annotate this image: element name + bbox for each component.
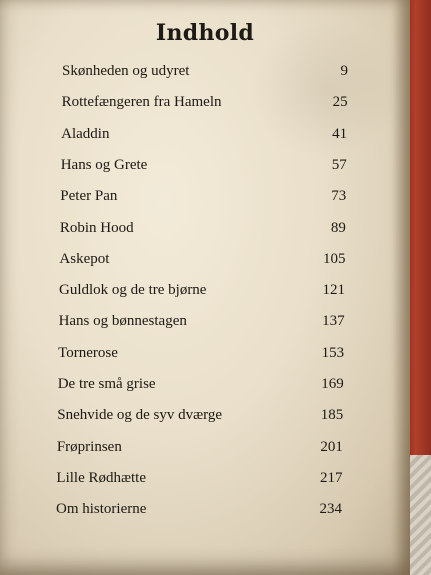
toc-entry-title: Guldlok og de tre bjørne [59, 282, 207, 299]
toc-entry-title: Askepot [59, 250, 110, 267]
toc-entry [0, 407, 410, 429]
toc-entry-page-number: 234 [319, 501, 342, 518]
toc-entry [0, 94, 410, 116]
toc-entry-title: Aladdin [61, 125, 110, 142]
toc-entry-title: Skønheden og udyret [62, 63, 190, 79]
toc-entry [0, 220, 410, 242]
toc-entry-page-number: 217 [319, 469, 343, 486]
toc-entry-title: Hans og bønnestagen [58, 313, 187, 330]
toc-entry-page-number: 105 [322, 250, 346, 267]
toc-entry [0, 63, 410, 85]
toc-entry-title: Robin Hood [59, 219, 134, 236]
toc-entry-page-number: 89 [330, 219, 346, 236]
toc-entry-page-number: 137 [322, 313, 345, 330]
toc-entry [0, 501, 410, 523]
toc-entry-title: Frøprinsen [56, 438, 122, 455]
toc-entry-title: De tre små grise [57, 376, 156, 392]
toc-entry [0, 313, 410, 335]
toc-entry-page-number: 41 [332, 125, 348, 142]
toc-entry [0, 157, 410, 179]
toc-entry-title: Peter Pan [60, 188, 118, 205]
toc-entry-title: Om historierne [56, 501, 147, 518]
toc-entry [0, 470, 410, 492]
toc-entry-page-number: 73 [331, 188, 347, 205]
toc-entry-page-number: 121 [322, 282, 345, 299]
toc-entry [0, 376, 410, 398]
toc-entry-page-number: 169 [321, 376, 344, 392]
toc-entry [0, 126, 410, 148]
toc-entry-title: Rottefængeren fra Hameln [61, 94, 222, 111]
toc-entry-page-number: 25 [332, 94, 348, 111]
toc-entry-page-number: 185 [320, 407, 344, 424]
toc-entry-page-number: 153 [321, 344, 345, 361]
toc-entry-page-number: 9 [340, 63, 348, 79]
toc-entry-page-number: 57 [331, 156, 347, 173]
toc-entry-title: Hans og Grete [60, 156, 148, 173]
toc-entry [0, 345, 410, 367]
toc-entry [0, 188, 410, 210]
toc-entry [0, 282, 410, 304]
toc-entry-page-number: 201 [320, 438, 343, 455]
toc-entry [0, 251, 410, 273]
toc-entry-title: Snehvide og de syv dværge [57, 407, 222, 424]
table-of-contents [0, 58, 410, 528]
toc-entry-title: Tornerose [58, 344, 118, 361]
toc-entry-title: Lille Rødhætte [56, 469, 146, 486]
toc-entry [0, 439, 410, 461]
page-title: Indhold [155, 20, 255, 46]
